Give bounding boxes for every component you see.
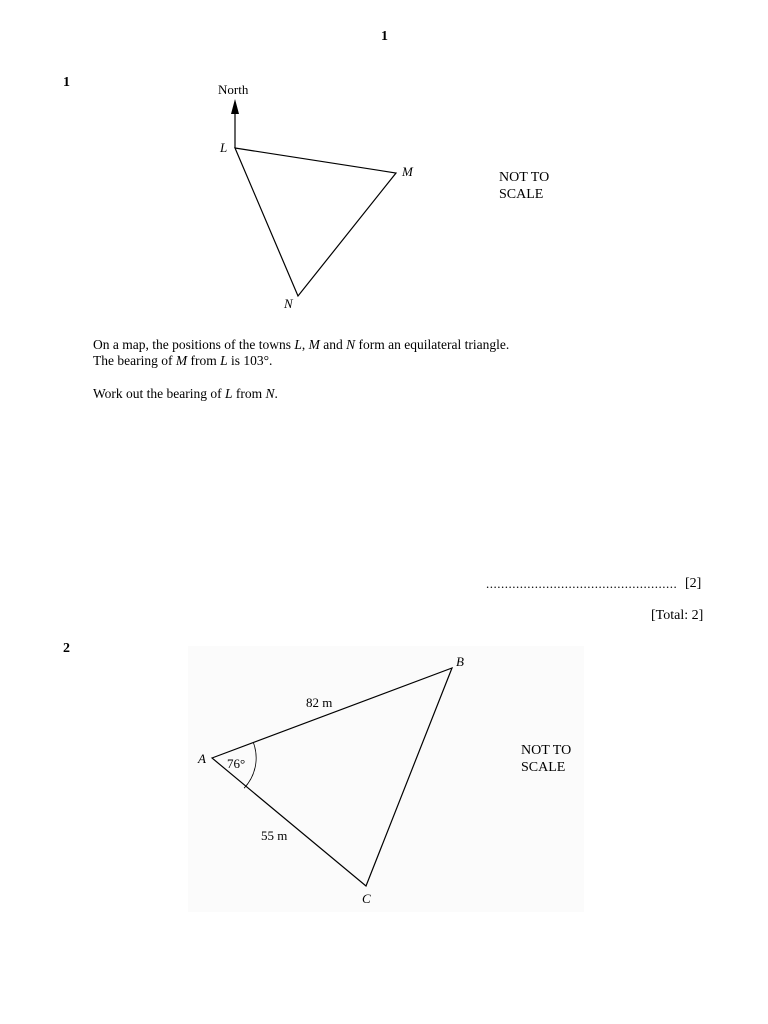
label-B: B: [456, 654, 464, 669]
not-to-scale-line-2: SCALE: [499, 187, 544, 202]
north-label: North: [218, 82, 249, 97]
q1-answer-line[interactable]: ...................................................: [486, 576, 678, 591]
q2-triangle-diagram: [0, 640, 768, 920]
q1-text-line-2: The bearing of M from L is 103°.: [93, 353, 273, 368]
not-to-scale-line-1: NOT TO: [499, 170, 550, 185]
side-AB-label: 82 m: [306, 695, 333, 710]
label-M: M: [402, 164, 413, 179]
angle-A-label: 76°: [227, 756, 246, 771]
label-A: A: [198, 751, 206, 766]
question-2-number: 2: [63, 641, 70, 656]
q1-not-to-scale: [499, 169, 549, 203]
side-AC-label: 55 m: [261, 828, 288, 843]
q2-figure: [0, 640, 768, 920]
page-number: 1: [381, 29, 388, 44]
label-N: N: [284, 296, 293, 311]
angle-A-arc: [244, 742, 256, 788]
q1-total: [Total: 2]: [651, 608, 704, 623]
north-arrow-icon: [231, 99, 239, 114]
q1-text-line-3: Work out the bearing of L from N.: [93, 386, 278, 401]
triangle-LMN: [235, 148, 396, 296]
label-L: L: [220, 140, 228, 155]
q1-text-line-1: On a map, the positions of the towns L, M and N form an equilateral triangle.: [93, 337, 510, 352]
not-to-scale-line-2: SCALE: [521, 760, 566, 775]
q2-not-to-scale: [521, 742, 571, 776]
q1-figure: [0, 0, 768, 330]
q1-marks: [2]: [685, 576, 702, 591]
question-1-number: 1: [63, 75, 70, 90]
not-to-scale-line-1: NOT TO: [521, 743, 572, 758]
label-C: C: [362, 891, 371, 906]
q1-triangle-diagram: [0, 0, 768, 330]
